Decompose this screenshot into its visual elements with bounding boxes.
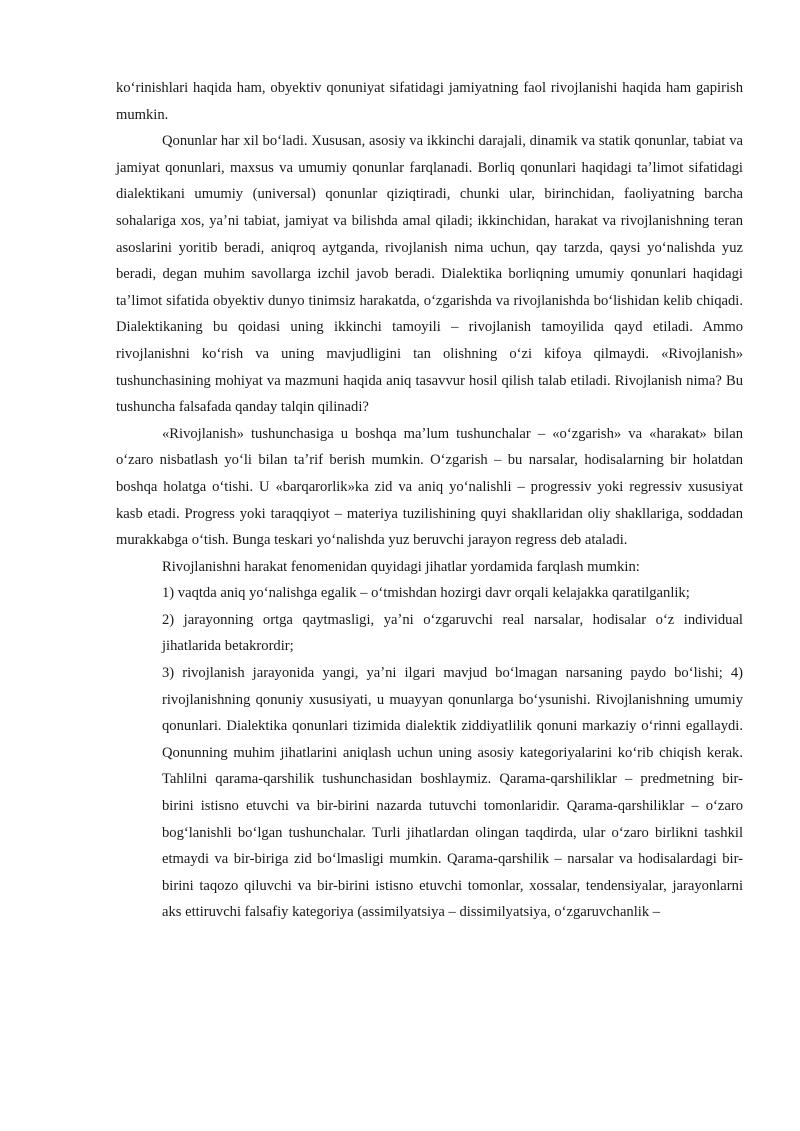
paragraph-development-definition: «Rivojlanish» tushunchasiga u boshqa maʼlum tushunchalar – «oʻzgarish» va «harakat» bilan oʻzaro nisbatlash yoʻli bilan taʼrif berish mumkin. Oʻzgarish – bu narsalar, hodisalarning bir holatdan boshqa holatga oʻtishi. U «barqarorlik»ka zid va aniq yoʻnalishli – progressiv yoki regressiv xususiyat kasb etadi. Progress yoki taraqqiyot – materiya tuzilishining quyi shakllaridan oliy shakllariga, soddadan murakkabga oʻtish. Bunga teskari yoʻnalishda yuz beruvchi jarayon regress deb ataladi. bbox=[116, 425, 743, 549]
list-item-1: 1) vaqtda aniq yoʻnalishga egalik – oʻtmishdan hozirgi davr orqali kelajakka qaratilganlik; bbox=[162, 585, 690, 602]
list-item-3: 3) rivojlanish jarayonida yangi, yaʼni ilgari mavjud boʻlmagan narsaning paydo boʻlishi; 4) rivojlanishning qonuniy xususiyati, u muayyan qonunlarga boʻysunishi. Rivojlanishning umumiy qonunlari. Dialektika qonunlari tizimida dialektik ziddiyatlilik qonuni markaziy oʻrinni egallaydi. Qonunning muhim jihatlarini aniqlash uchun uning asosiy kategoriyalarini koʻrib chiqish kerak. Tahlilni qarama-qarshilik tushunchasidan boshlaymiz. Qarama-qarshiliklar – predmetning bir-birini istisno etuvchi va bir-birini nazarda tutuvchi tomonlaridir. Qarama-qarshiliklar – oʻzaro bogʻlanishli boʻlgan tushunchalar. Turli jihatlardan olingan taqdirda, ular oʻzaro birlikni tashkil etmaydi va bir-biriga zid boʻlmasligi mumkin. Qarama-qarshilik – narsalar va hodisalardagi bir-birini taqozo qiluvchi va bir-birini istisno etuvchi tomonlar, xossalar, tendensiyalar, jarayonlarni aks ettiruvchi falsafiy kategoriya (assimilyatsiya – dissimilyatsiya, oʻzgaruvchanlik – bbox=[162, 665, 743, 921]
paragraph-continuation: koʻrinishlari haqida ham, obyektiv qonuniyat sifatidagi jamiyatning faol rivojlanishi haqida ham gapirish mumkin. bbox=[116, 80, 743, 123]
paragraph-distinction-intro: Rivojlanishni harakat fenomenidan quyidagi jihatlar yordamida farqlash mumkin: bbox=[162, 558, 640, 575]
paragraph-laws: Qonunlar har xil boʻladi. Xususan, asosiy va ikkinchi darajali, dinamik va statik qonunlar, tabiat va jamiyat qonunlari, maxsus va umumiy qonunlar farqlanadi. Borliq qonunlari haqidagi taʼlimot sifatidagi dialektikani umumiy (universal) qonunlar qiziqtiradi, chunki ular, birinchidan, faoliyatning barcha sohalariga xos, yaʼni tabiat, jamiyat va bilishda amal qiladi; ikkinchidan, harakat va rivojlanishning teran asoslarini yoritib beradi, aniqroq aytganda, rivojlanish nima uchun, qay tarzda, qaysi yoʻnalishda yuz beradi, degan muhim savollarga izchil javob beradi. Dialektika borliqning umumiy qonunlari haqidagi taʼlimot sifatida obyektiv dunyo tinimsiz harakatda, oʻzgarishda va rivojlanishda boʻlishidan kelib chiqadi. Dialektikaning bu qoidasi uning ikkinchi tamoyili – rivojlanish tamoyilida qayd etiladi. Ammo rivojlanishni koʻrish va uning mavjudligini tan olishning oʻzi kifoya qilmaydi. «Rivojlanish» tushunchasining mohiyat va mazmuni haqida aniq tasavvur hosil qilish talab etiladi. Rivojlanish nima? Bu tushuncha falsafada qanday talqin qilinadi? bbox=[116, 133, 743, 416]
list-item-2: 2) jarayonning ortga qaytmasligi, yaʼni oʻzgaruvchi real narsalar, hodisalar oʻz individual jihatlarida betakrordir; bbox=[162, 611, 743, 655]
